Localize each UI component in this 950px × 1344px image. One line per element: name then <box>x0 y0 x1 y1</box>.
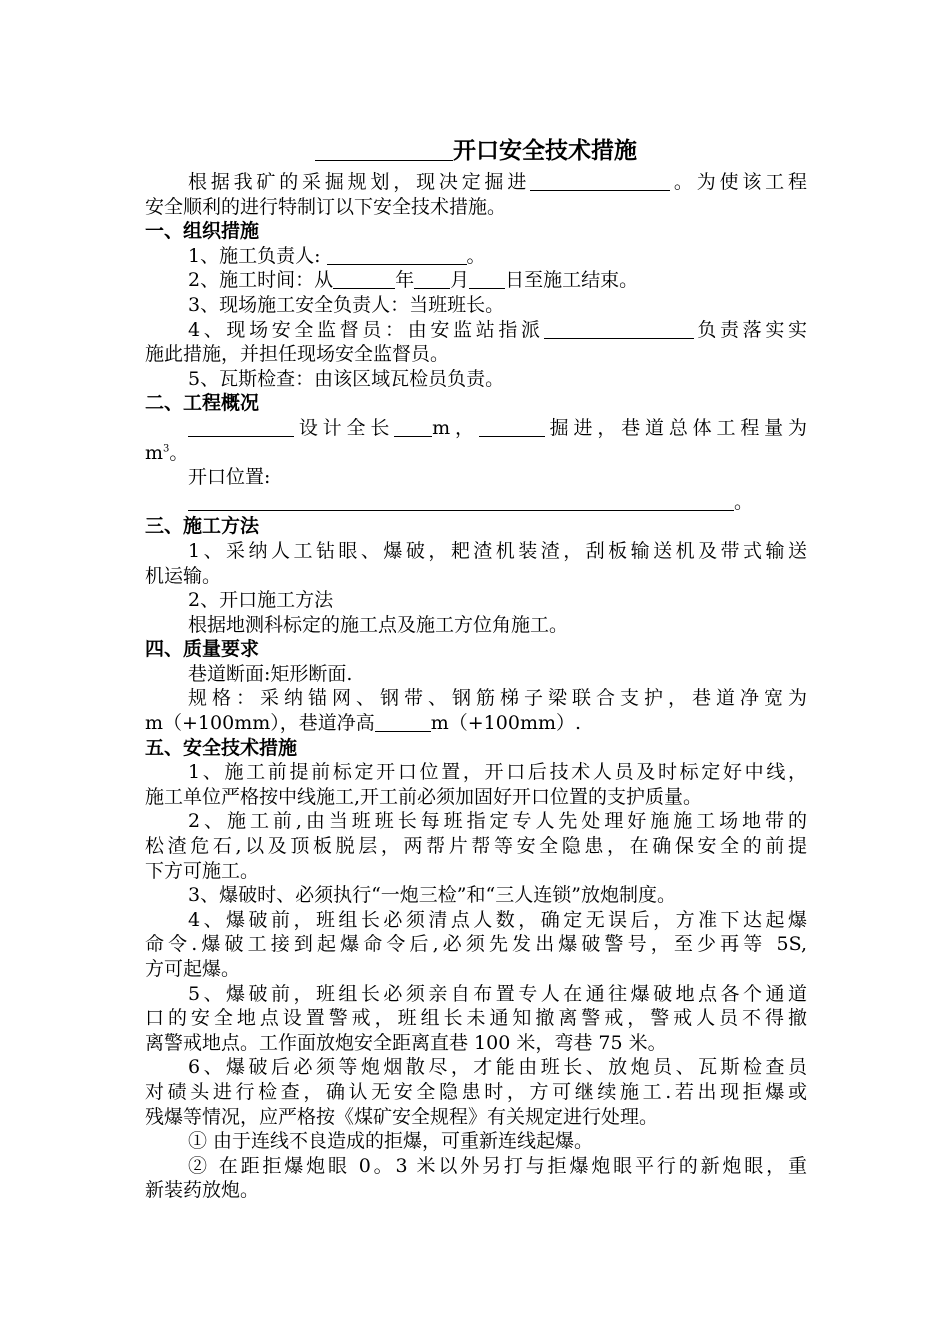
supervisor-blank <box>544 319 694 339</box>
s5-p5-l2: 口的安全地点设置警戒，班组长未通知撤离警戒，警戒人员不得撤 <box>145 1007 807 1030</box>
position-blank <box>188 491 734 511</box>
s5-case-2-l1: ② 在距拒爆炮眼 0。3 米以外另打与拒爆炮眼平行的新炮眼，重 <box>188 1154 807 1177</box>
height-blank <box>375 712 431 732</box>
s4-line-1: 巷道断面:矩形断面. <box>188 662 353 685</box>
title-blank <box>315 137 453 161</box>
s2-line-2: $m^3$。 <box>145 441 189 464</box>
s3-item-1: 1、采纳人工钻眼、爆破，耙渣机装渣，刮板输送机及带式输送 <box>188 539 807 562</box>
section-1-heading: 一、组织措施 <box>145 220 260 243</box>
s5-p1-l2: 施工单位严格按中线施工,开工前必须加固好开口位置的支护质量。 <box>145 785 703 808</box>
s1-item-4-cont: 施此措施，并担任现场安全监督员。 <box>145 343 450 366</box>
method-blank <box>479 417 545 437</box>
s3-item-1-cont: 机运输。 <box>145 564 222 587</box>
s5-p2-l3: 下方可施工。 <box>145 859 260 882</box>
s3-item-2: 2、开口施工方法 <box>188 589 334 612</box>
manager-blank <box>327 245 467 265</box>
s1-item-5: 5、瓦斯检查：由该区域瓦检员负责。 <box>188 367 505 390</box>
intro-line-1: 根据我矿的采掘规划，现决定掘进 。为使该工程 <box>188 171 807 193</box>
s5-case-2-l2: 新装药放炮。 <box>145 1179 260 1202</box>
project-blank <box>188 417 294 437</box>
s5-p5-l3: 离警戒地点。工作面放炮安全距离直巷 100 米，弯巷 75 米。 <box>145 1031 667 1054</box>
section-4-heading: 四、质量要求 <box>145 638 260 661</box>
s1-item-2: 2、施工时间：从 年 月 日至施工结束。 <box>188 269 639 292</box>
section-3-heading: 三、施工方法 <box>145 515 260 538</box>
s5-p4-l2: 命令.爆破工接到起爆命令后,必须先发出爆破警号，至少再等 5S, <box>145 933 807 956</box>
s1-item-4: 4、现场安全监督员：由安监站指派 负责落实实 <box>188 318 807 341</box>
year-blank <box>333 269 395 289</box>
day-blank <box>469 269 505 289</box>
s5-p2-l2: 松渣危石,以及顶板脱层，两帮片帮等安全隐患，在确保安全的前提 <box>145 835 807 858</box>
s5-p6-l1: 6、爆破后必须等炮烟散尽，才能由班长、放炮员、瓦斯检查员 <box>188 1056 807 1079</box>
s1-item-1: 1、施工负责人: 。 <box>188 244 486 267</box>
s5-p3: 3、爆破时、必须执行“一炮三检”和“三人连锁”放炮制度。 <box>188 884 676 907</box>
s2-line-1: 设计全长 m， 掘进，巷道总体工程量为 <box>145 416 807 441</box>
s1-item-3: 3、现场施工安全负责人：当班班长。 <box>188 293 505 316</box>
s5-p4-l1: 4、爆破前，班组长必须清点人数，确定无误后，方准下达起爆 <box>188 908 807 931</box>
s5-p6-l2: 对碛头进行检查，确认无安全隐患时，方可继续施工.若出现拒爆或 <box>145 1080 807 1103</box>
document-title: 开口安全技术措施 <box>145 132 807 170</box>
intro-line-2: 安全顺利的进行特制订以下安全技术措施。 <box>145 195 507 218</box>
month-blank <box>414 269 450 289</box>
s5-p2-l1: 2、施工前,由当班班长每班指定专人先处理好施施工场地带的 <box>188 810 807 833</box>
s5-case-1: ① 由于连线不良造成的拒爆，可重新连线起爆。 <box>188 1130 594 1153</box>
s2-position-label: 开口位置: <box>188 466 271 489</box>
s4-line-2: 规格：采纳锚网、钢带、钢筋梯子梁联合支护，巷道净宽为 <box>188 687 807 710</box>
s5-p1-l1: 1、施工前提前标定开口位置，开口后技术人员及时标定好中线， <box>188 761 807 784</box>
tunnel-name-blank <box>530 171 670 191</box>
s3-item-2-text: 根据地测科标定的施工点及施工方位角施工。 <box>188 613 569 636</box>
s4-line-3: m（+100mm），巷道净高 m（+100mm）. <box>145 712 582 735</box>
document-page <box>145 132 807 1203</box>
s5-p4-l3: 方可起爆。 <box>145 958 241 980</box>
s5-p6-l3: 残爆等情况，应严格按《煤矿安全规程》有关规定进行处理。 <box>145 1105 659 1128</box>
section-2-heading: 二、工程概况 <box>145 392 260 415</box>
s5-p5-l1: 5、爆破前，班组长必须亲自布置专人在通往爆破地点各个通道 <box>188 982 807 1005</box>
section-5-heading: 五、安全技术措施 <box>145 736 298 759</box>
length-blank <box>394 417 432 437</box>
s2-position-line: 。 <box>145 490 807 515</box>
